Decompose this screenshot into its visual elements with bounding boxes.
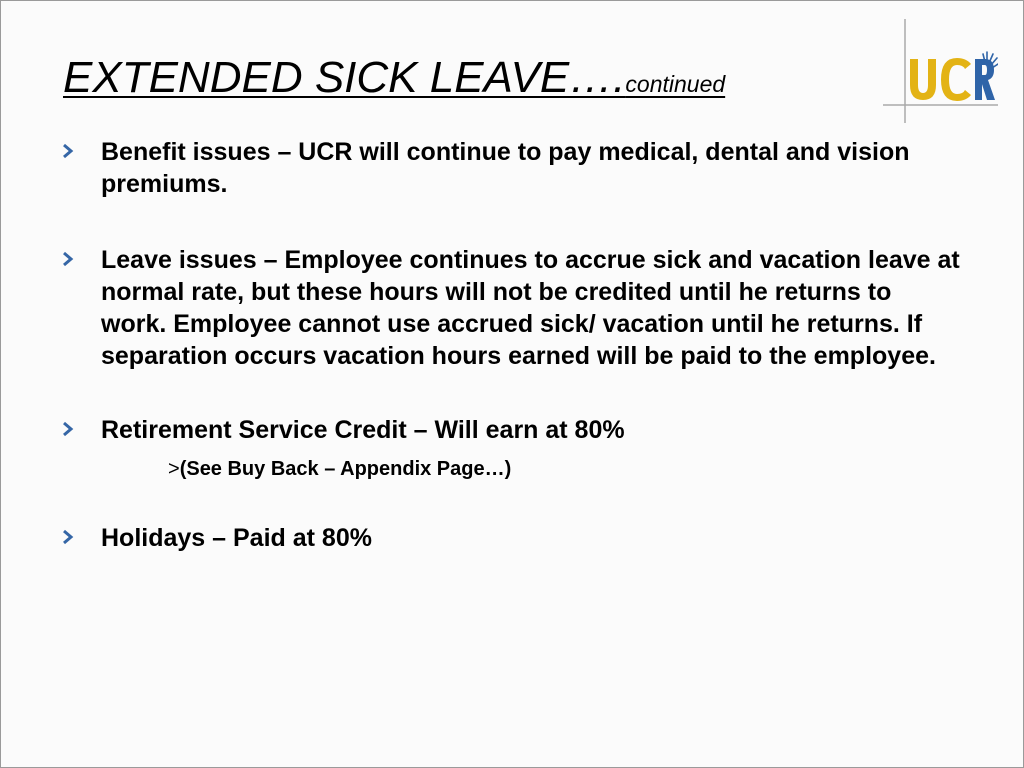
bullet-text: Benefit issues – UCR will continue to pay medical, dental and vision premiums. [101, 138, 910, 198]
bullet-list [61, 136, 961, 554]
title-suffix: continued [625, 71, 726, 97]
chevron-right-icon [61, 419, 75, 439]
ucr-logo-icon [883, 19, 998, 123]
slide-title [63, 51, 725, 111]
sub-note-prefix: > [168, 458, 180, 480]
bullet-holidays [61, 522, 961, 554]
chevron-right-icon [61, 527, 75, 547]
bullet-benefit-issues [61, 136, 961, 200]
title-main: EXTENDED SICK LEAVE…. [63, 53, 626, 102]
bullet-leave-issues [61, 244, 961, 372]
bullet-retirement-service-credit [61, 414, 961, 446]
chevron-right-icon [61, 141, 75, 161]
bullet-text: Retirement Service Credit – Will earn at 80% [101, 416, 625, 444]
sub-note-text: (See Buy Back – Appendix Page…) [179, 458, 512, 480]
chevron-right-icon [61, 249, 75, 269]
bullet-text: Holidays – Paid at 80% [101, 524, 372, 552]
sub-note-buy-back [61, 456, 961, 482]
bullet-text: Leave issues – Employee continues to accrue sick and vacation leave at normal rate, but these hours will not be credited until he returns to work. Employee cannot use accrued sick/ vacation until he returns. If separation occurs vacation hours earned will be paid to the employee. [101, 246, 960, 370]
